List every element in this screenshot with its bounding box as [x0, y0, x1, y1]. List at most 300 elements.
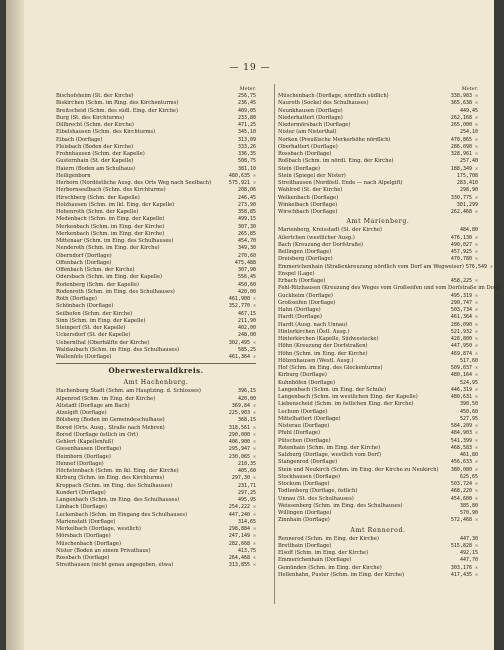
- place-name: Mörsbach (Dorflage): [56, 533, 111, 540]
- elevation-value: 188,349 ☉: [450, 165, 478, 172]
- list-item: [56, 347, 256, 354]
- elevation-value: 521,932 ☉: [450, 328, 478, 335]
- list-item: [56, 144, 256, 151]
- elevation-value: 449,45: [459, 107, 478, 114]
- list-item: [56, 100, 256, 107]
- elevation-value: 447,240 ☉: [228, 511, 256, 518]
- elevation-value: 270,60: [237, 252, 256, 259]
- place-name: Roth (Dorflage): [56, 296, 97, 302]
- elevation-value: 454,600 ☉: [450, 495, 478, 502]
- elevation-value: 454,70: [237, 238, 256, 244]
- place-name: Rossbach (Dorflage): [56, 555, 110, 561]
- elevation-value: 447,950 ☉: [450, 343, 478, 350]
- elevation-value: 458,225 ☉: [450, 278, 478, 284]
- list-item: [56, 260, 256, 267]
- section-title: Oberwesterwaldkreis.: [108, 366, 204, 376]
- elevation-value: 469,874 ☉: [450, 350, 478, 357]
- list-item: [278, 445, 478, 452]
- list-item: [56, 475, 256, 482]
- elevation-value: 396,15: [237, 388, 256, 395]
- list-item: [278, 173, 478, 180]
- elevation-value: 468,220 ☉: [450, 488, 478, 495]
- list-item: [56, 303, 256, 310]
- place-name: Zinnhain (Dorflage): [278, 517, 330, 524]
- elevation-value: 450,60: [459, 408, 478, 415]
- elevation-value: 298,884 ☉: [228, 526, 256, 532]
- elevation-value: 570,90: [459, 510, 478, 516]
- elevation-value: 420,00: [237, 395, 256, 402]
- page-number: — 19 —: [229, 63, 271, 73]
- list-item: [278, 166, 478, 173]
- list-item: [278, 322, 478, 329]
- list-item: [56, 195, 256, 202]
- elevation-value: 175,708: [456, 172, 478, 179]
- place-name: Hachenburg Stadt (Schm. am Hauptzing. d. Schlosses): [56, 388, 201, 395]
- list-item: [56, 202, 256, 209]
- elevation-value: 286,090 ☉: [450, 321, 478, 328]
- place-name: Marienstatt (Dorflage): [56, 518, 116, 525]
- place-name: Stangenrod (Dorflage): [278, 459, 338, 466]
- left-list-2: [56, 388, 256, 569]
- elevation-value: 352,770 ☉: [228, 303, 256, 310]
- elevation-value: 541,399 ☉: [450, 437, 478, 444]
- left-list-1: [56, 93, 256, 361]
- elevation-value: 508,75: [237, 158, 256, 165]
- list-item: [278, 467, 478, 474]
- place-name: Emmerichenhain (Dorflage): [278, 557, 352, 564]
- place-name: Nister (Boden an einem Privathaus): [56, 547, 151, 554]
- place-name: Stockhausen (Dorflage): [278, 473, 341, 480]
- elevation-value: 264,468 ☉: [228, 555, 256, 561]
- elevation-value: 248,00: [237, 332, 256, 339]
- elevation-value: 447,30: [459, 535, 478, 542]
- elevation-value: 575,921 ☉: [228, 180, 256, 186]
- place-name: Kirburg (Schm. im Eing. des Kirchturms): [56, 475, 165, 482]
- list-item: [278, 409, 478, 416]
- place-name: Steinperf (St. der Kapelle): [56, 325, 126, 331]
- place-name: Waldaubach (Schm. im Eing. des Schulhauses): [56, 346, 180, 353]
- place-name: Nauroth (Sockel des Schulhauses): [278, 100, 369, 107]
- elevation-value: 236,45: [237, 100, 256, 107]
- place-name: Kundert (Dorflage): [56, 489, 106, 496]
- place-name: Offenbach (Dorflage): [56, 259, 112, 266]
- place-name: Hinterkirchen (Östl. Ausg.): [278, 328, 350, 335]
- elevation-value: 484,903 ☉: [450, 430, 478, 437]
- place-name: Bach (Kreuzung der Dorfstraße): [278, 241, 364, 248]
- list-item: [56, 129, 256, 136]
- place-name: Mittelhattert (Dorflage): [278, 415, 341, 422]
- place-name: Streithausen (Nordöstl. Ende — nach Alpelgift): [278, 180, 403, 186]
- list-item: [278, 565, 478, 572]
- elevation-value: 257,40: [459, 158, 478, 165]
- place-name: Langenbach (Schm. im Eing. der Schule): [278, 386, 387, 393]
- elevation-value: 470,865 ☉: [450, 136, 478, 143]
- place-name: Lochum (Dorflage): [278, 408, 328, 415]
- elevation-value: 231,71: [237, 482, 256, 489]
- section-rule: [56, 363, 256, 364]
- place-name: Stein (Dorflage): [278, 165, 321, 172]
- place-name: Borod (Dorflage östlich im Ort): [56, 431, 139, 438]
- place-name: Kroppach (Schm. im Eing. des Schulhauses): [56, 482, 173, 489]
- place-name: Odersbach (Schm. im Eing. der Kapelle): [56, 274, 163, 281]
- place-name: Oberndorf (Dorflage): [56, 252, 112, 259]
- place-name: Merkenbach (Schm. im Eing. der Kirche): [56, 223, 165, 230]
- list-item: [56, 454, 256, 461]
- place-name: Höchstenbach (Schm. im lkl. Eing. der Kirche): [56, 468, 179, 474]
- place-name: Herborn (Nordöstliche Ausg. des Orts Weg nach Seelbach): [56, 180, 212, 186]
- list-item: [278, 300, 478, 307]
- elevation-value: 247,149 ☉: [228, 533, 256, 540]
- right-list-2: [278, 227, 501, 524]
- list-item: [278, 474, 478, 481]
- elevation-value: 461,364 ☉: [228, 354, 256, 360]
- place-name: Willingen (Dorflage): [278, 510, 332, 516]
- elevation-value: 295,947 ☉: [228, 446, 256, 453]
- elevation-value: 471,25: [237, 122, 256, 128]
- elevation-value: [476, 271, 478, 278]
- elevation-value: 446,319 ☉: [450, 386, 478, 393]
- place-name: Stein und Neukirch (Schm. im Eing. der Kirche zu Neukirch): [278, 466, 439, 473]
- elevation-value: 499,15: [237, 216, 256, 223]
- list-item: [56, 173, 256, 180]
- place-name: Haiern (Boden am Schulhaus): [56, 165, 136, 172]
- place-name: Bölsberg (Boden im Gemeindeschulhaus): [56, 417, 165, 424]
- elevation-value: 556,45: [237, 274, 256, 281]
- list-item: [278, 351, 478, 358]
- place-name: Uebernthal (Oberhälfte der Kirche): [56, 339, 150, 346]
- place-name: Dillbrecht (Schm. der Kirche): [56, 122, 134, 128]
- place-name: Rennerod (Schm. im Eing. der Kirche): [278, 535, 379, 542]
- elevation-value: 409,05: [237, 107, 256, 114]
- list-item: [278, 235, 478, 242]
- list-item: [278, 488, 478, 495]
- elevation-value: 495,95: [237, 497, 256, 503]
- place-name: Pfuhl (Dorflage): [278, 430, 321, 437]
- list-item: [278, 343, 478, 350]
- elevation-value: 405,60: [237, 468, 256, 474]
- place-name: Kirburg (Dorflage): [278, 372, 327, 379]
- list-item: [278, 387, 478, 394]
- elevation-value: 338,983 ☉: [450, 93, 478, 99]
- list-item: [278, 227, 478, 234]
- place-name: Wirschbach (Dorflage): [278, 209, 338, 215]
- elevation-value: 283,410: [456, 180, 478, 186]
- elevation-value: 301,299: [456, 201, 478, 208]
- place-name: Hardt (Dorflage): [278, 314, 322, 321]
- place-name: Mittenaar (Schm. im Eing. des Schulhauses): [56, 238, 174, 244]
- elevation-value: 290,747 ☉: [450, 299, 478, 306]
- place-name: Dreisberg (Dorflage): [278, 256, 333, 263]
- elevation-value: 262,168 ☉: [450, 114, 478, 121]
- elevation-value: 480,635 ☉: [228, 172, 256, 179]
- place-name: Langenbach (Schm. im westlichen Eing. der Kapelle): [278, 394, 418, 400]
- place-name: Heiligenborn: [56, 172, 91, 179]
- place-name: Uckersdorf (St. der Kapelle): [56, 332, 131, 339]
- elevation-value: 307,30: [237, 223, 256, 230]
- place-name: Todtenberg (Dorflage, östlich): [278, 488, 358, 495]
- place-name: Offenbach (Schm. der Kirche): [56, 267, 135, 273]
- elevation-value: 233,80: [237, 114, 256, 121]
- list-item: [56, 158, 256, 165]
- elevation-value: 576,549 ☉: [465, 263, 493, 270]
- place-name: Wahlrod (St. der Kirche): [278, 187, 343, 194]
- list-item: [56, 541, 256, 548]
- elevation-value: [500, 285, 502, 292]
- list-item: [56, 403, 256, 410]
- place-name: Hennef (Dorflage): [56, 460, 104, 467]
- elevation-value: 456,633 ☉: [450, 459, 478, 466]
- elevation-value: 290,000 ☉: [228, 431, 256, 438]
- elevation-value: 417,435 ☉: [450, 571, 478, 578]
- place-name: Fleisbach (Boden der Kirche): [56, 143, 134, 150]
- elevation-value: 380,080 ☉: [450, 466, 478, 473]
- elevation-value: 265,85: [237, 230, 256, 237]
- place-name: Altstadt (Dorflage am Bach): [56, 402, 130, 409]
- list-item: [56, 396, 256, 403]
- place-name: Guckheim (Dorflage): [278, 292, 333, 299]
- list-item: [278, 285, 501, 292]
- list-item: [56, 318, 256, 325]
- elevation-value: 524,95: [459, 379, 478, 386]
- list-item: [56, 461, 256, 468]
- place-name: Großseifen (Dorflage): [278, 299, 336, 306]
- place-name: Giesenhausen (Dorflage): [56, 446, 122, 453]
- elevation-value: 490,027 ☉: [450, 241, 478, 248]
- list-item: [278, 271, 478, 278]
- list-item: [278, 108, 478, 115]
- elevation-value: 254,10: [459, 129, 478, 136]
- elevation-value: 303,176 ☉: [450, 564, 478, 571]
- place-name: Eibach (Dorflage): [56, 136, 103, 143]
- elevation-value: 314,65: [237, 518, 256, 525]
- place-name: Weissenberg (Schm. im Eing. des Schulhauses): [278, 502, 403, 509]
- list-item: [56, 562, 256, 569]
- list-item: [56, 446, 256, 453]
- list-item: [278, 503, 478, 510]
- elevation-value: 230,065 ☉: [228, 453, 256, 460]
- right-column: [278, 86, 501, 579]
- subsection-title: Amt Hachenburg.: [123, 379, 189, 387]
- place-name: Borod (Orts. Ausg., Straße nach Mehren): [56, 424, 165, 431]
- elevation-value: 461,900 ☉: [228, 296, 256, 302]
- subsection-title: Amt Rennerod.: [350, 526, 406, 534]
- list-item: [56, 483, 256, 490]
- elevation-value: 572,468 ☉: [450, 517, 478, 524]
- subsection-title: Amt Marienberg.: [346, 218, 410, 226]
- place-name: Nenderoth (Schm. im Eing. der Kirche): [56, 245, 160, 252]
- list-item: [278, 202, 478, 209]
- place-name: Frohnhausen (Schm. der Kapelle): [56, 151, 145, 157]
- list-item: [278, 438, 478, 445]
- place-name: Rodenroth (Schm. im Eing. des Schulhauses): [56, 288, 175, 295]
- place-name: Herbornseelbach (Schm. des Kirchturms): [56, 187, 166, 194]
- list-item: [56, 231, 256, 238]
- elevation-value: 333,26: [237, 143, 256, 150]
- elevation-value: 345,10: [237, 129, 256, 136]
- place-name: Langenbach (Schm. im Eing. des Schulhauses): [56, 497, 180, 503]
- place-name: Gehlert (Kapellenfuß): [56, 439, 114, 445]
- place-name: Schönbach (Dorflage): [56, 303, 114, 310]
- page-binding-edge: [6, 0, 24, 650]
- document-page: [6, 0, 501, 650]
- list-item: [56, 388, 256, 395]
- elevation-value: 297,25: [237, 489, 256, 496]
- right-list-3: [278, 536, 478, 580]
- place-name: Höhn (Schm. im Eing. der Kirche): [278, 350, 368, 357]
- list-item: [56, 354, 256, 361]
- elevation-value: 584,209 ☉: [450, 423, 478, 429]
- elevation-value: 286,090 ☉: [450, 143, 478, 150]
- elevation-value: 495,319 ☉: [450, 292, 478, 299]
- place-name: Hahn (Dorflage): [278, 307, 321, 313]
- list-item: [278, 314, 478, 321]
- list-item: [56, 340, 256, 347]
- elevation-value: 461,80: [459, 452, 478, 458]
- place-name: Elsoff (Schm. im Eing. der Kirche): [278, 550, 369, 556]
- elevation-value: 509,037 ☉: [450, 365, 478, 371]
- elevation-value: 246,45: [237, 194, 256, 201]
- place-name: Burg (St. des Kirchturms): [56, 114, 125, 121]
- place-name: Müschenbach (Dorflage, nördlich südlich): [278, 93, 389, 99]
- place-name: Welkenbach (Dorflage): [278, 194, 339, 201]
- elevation-value: 262,468 ☉: [450, 209, 478, 215]
- elevation-value: 385,80: [459, 502, 478, 509]
- place-name: Nister (am Nisterthal): [278, 129, 337, 136]
- list-item: [56, 137, 256, 144]
- elevation-value: 420,00: [237, 288, 256, 295]
- elevation-value: 503,734 ☉: [450, 307, 478, 313]
- right-list-1: [278, 93, 478, 216]
- place-name: Hardt (Ausg. nach Unnau): [278, 321, 348, 328]
- elevation-value: 428,800 ☉: [450, 336, 478, 342]
- list-item: [56, 504, 256, 511]
- elevation-value: 208,06: [237, 187, 256, 194]
- place-name: Stein (Spiegel der Nister): [278, 172, 346, 179]
- list-item: [278, 195, 478, 202]
- elevation-value: 480,631 ☉: [450, 394, 478, 400]
- elevation-value: 527,95: [459, 415, 478, 422]
- list-item: [278, 459, 478, 466]
- elevation-value: 381,10: [237, 165, 256, 172]
- column-divider: [274, 84, 275, 604]
- place-name: Merkenbach (Schm. im Eing. der Kirche): [56, 230, 165, 237]
- elevation-value: 225,903 ☉: [228, 410, 256, 416]
- place-name: Niedermörsbach (Dorflage): [278, 122, 351, 128]
- place-name: Limbach (Dorflage): [56, 504, 108, 511]
- place-name: Unnau (St. des Schulhauses): [278, 495, 354, 502]
- place-name: Emmerichenhain (Straßenkreuzung nördlich vom Dorf am Wegweiser): [278, 263, 464, 270]
- place-name: Breitscheid (Schm. des südl. Eing. der Kirche): [56, 107, 179, 114]
- place-name: Neunkhausen (Dorflage): [278, 107, 343, 114]
- elevation-value: 390,50: [459, 401, 478, 408]
- list-item: [56, 187, 256, 194]
- elevation-value: 468,583 ☉: [450, 444, 478, 451]
- elevation-value: 467,15: [237, 310, 256, 317]
- left-column: [56, 86, 256, 570]
- place-name: Holzhausen (Schm. im lkl. Eing. der Kapelle): [56, 201, 175, 208]
- elevation-value: 254,222 ☉: [228, 504, 256, 511]
- place-name: Hinterkirchen (Kapelle, Südwestecke): [278, 336, 379, 342]
- elevation-value: 368,15: [237, 417, 256, 424]
- place-name: Ailertchen (westlicher Ausg.): [278, 234, 355, 241]
- place-name: Rodenberg (Schm. der Kapelle): [56, 281, 139, 288]
- place-name: Winkelbach (Dorflage): [278, 201, 338, 208]
- elevation-value: 330,775 ☉: [450, 194, 478, 201]
- place-name: Liebenscheid (Schm. im östlichen Eing. der Kirche): [278, 401, 414, 408]
- elevation-value: 273,90: [237, 201, 256, 208]
- elevation-value: 517,60: [459, 357, 478, 364]
- elevation-value: 457,925 ☉: [450, 249, 478, 255]
- elevation-value: 461,364 ☉: [450, 314, 478, 321]
- elevation-value: 211,90: [237, 317, 256, 324]
- list-item: [278, 536, 478, 543]
- list-item: [56, 253, 256, 260]
- elevation-value: 475,488: [234, 259, 256, 266]
- list-item: [278, 256, 478, 263]
- place-name: Oberhattert (Dorflage): [278, 143, 338, 150]
- list-item: [56, 289, 256, 296]
- list-item: [278, 129, 478, 136]
- elevation-value: 302,495 ☉: [228, 339, 256, 346]
- place-name: Stockum (Dorflage): [278, 481, 330, 487]
- elevation-value: 480,164 ☉: [450, 372, 478, 379]
- elevation-value: 406,900 ☉: [228, 439, 256, 445]
- list-item: [56, 274, 256, 281]
- elevation-value: 369,84 ☉: [231, 402, 256, 409]
- elevation-value: 476,130 ☉: [450, 234, 478, 241]
- elevation-value: 210,35: [237, 460, 256, 467]
- list-item: [278, 137, 478, 144]
- list-item: [56, 519, 256, 526]
- place-name: Streithausen (nicht genau angegeben, etwa): [56, 562, 174, 569]
- elevation-value: 349,30: [237, 245, 256, 252]
- elevation-value: 307,90: [237, 267, 256, 273]
- elevation-value: 313,09: [237, 136, 256, 143]
- list-item: [278, 263, 493, 271]
- place-name: Niederhattert (Dorflage): [278, 114, 343, 121]
- elevation-value: 282,668 ☉: [228, 540, 256, 547]
- place-name: Medenbach (Schm. im Eing. der Kapelle): [56, 216, 165, 223]
- place-name: Heimborn (Dorflage): [56, 453, 111, 460]
- place-name: Wallenfels (Dorflage): [56, 354, 112, 360]
- place-name: Gusternhain (St. der Kapelle): [56, 158, 134, 165]
- list-item: [56, 108, 256, 115]
- place-name: Atzelgift (Dorflage): [56, 410, 107, 416]
- list-item: [56, 533, 256, 540]
- elevation-value: 413,75: [237, 547, 256, 554]
- meter-header: Meter.: [461, 86, 478, 92]
- list-item: [278, 372, 478, 379]
- list-item: [278, 517, 478, 524]
- elevation-value: 492,15: [459, 550, 478, 556]
- list-item: [56, 245, 256, 252]
- place-name: Hellenhahn, Puster (Schm. im Eing. der Kirche): [278, 571, 405, 578]
- elevation-value: 503,724 ☉: [450, 481, 478, 487]
- place-name: Bretthain (Dorflage): [278, 542, 332, 549]
- list-item: [56, 216, 256, 223]
- place-name: Luckenbach (Schm. im Eingang des Schulhauses): [56, 511, 188, 518]
- place-name: Rotenhain (Schm. im Eing. der Kirche): [278, 444, 381, 451]
- place-name: Hirschberg (Schm. der Kapelle): [56, 194, 140, 201]
- list-item: [56, 224, 256, 231]
- list-item: [278, 209, 478, 216]
- place-name: Bischofsheim (St. der Kirche): [56, 93, 134, 99]
- list-item: [56, 490, 256, 497]
- place-name: Seilhofen (Schm. der Kirche): [56, 310, 133, 317]
- elevation-value: 625,65: [459, 473, 478, 480]
- elevation-value: 297,30 ☉: [231, 475, 256, 482]
- place-name: Marienberg, Kreisstadt (St. der Kirche): [278, 227, 382, 234]
